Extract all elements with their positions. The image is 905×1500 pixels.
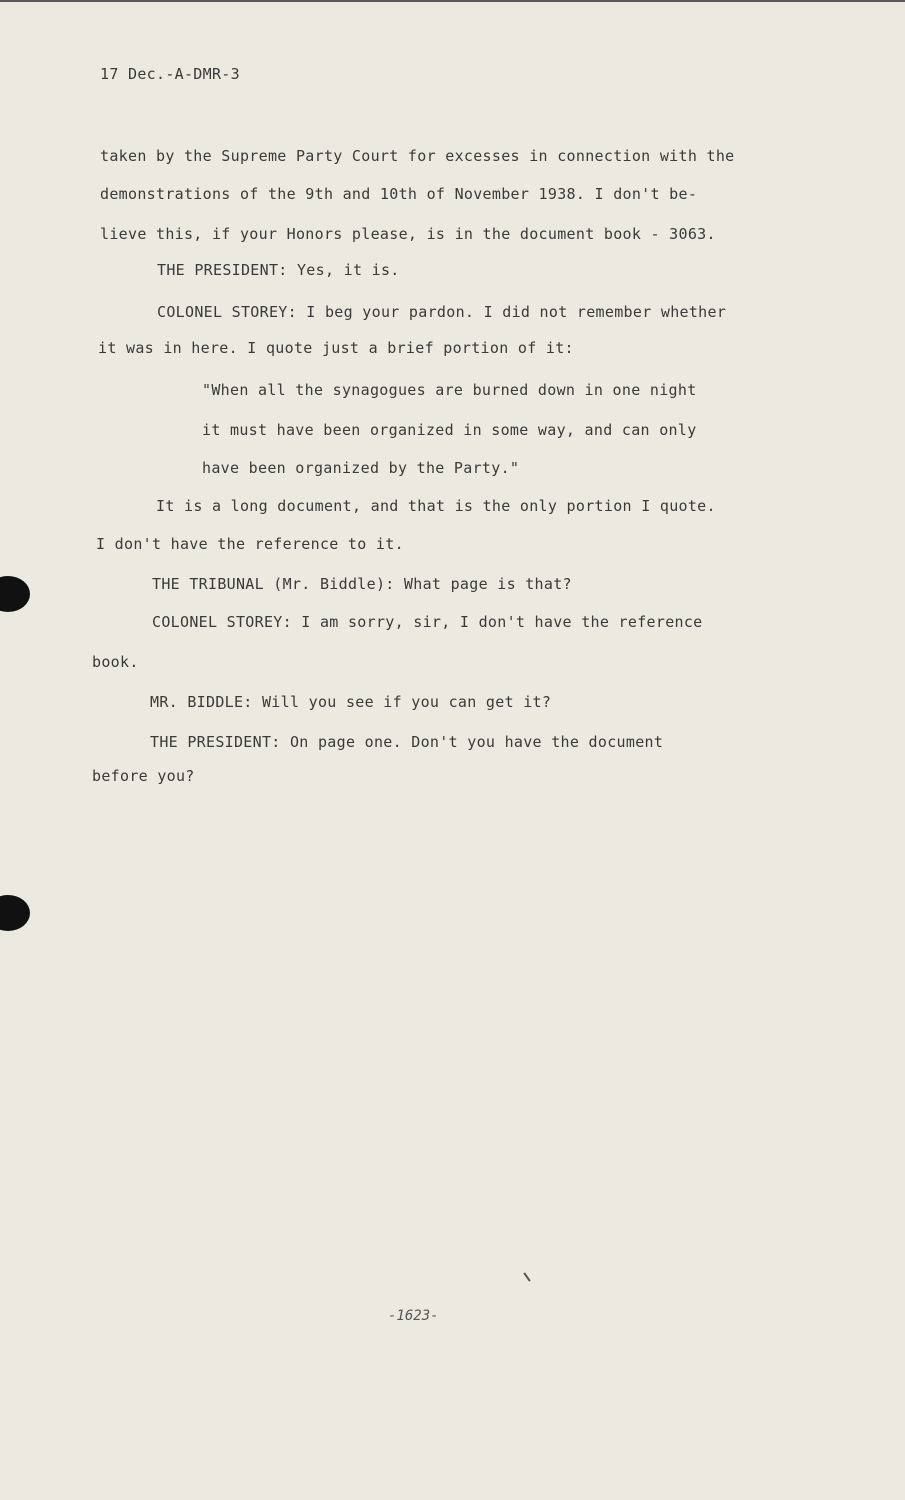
quote-line-1: "When all the synagogues are burned down in one night [202, 381, 697, 399]
stray-pen-mark [523, 1272, 530, 1281]
body-line-9: THE TRIBUNAL (Mr. Biddle): What page is that? [152, 575, 572, 593]
body-line-10: COLONEL STOREY: I am sorry, sir, I don't have the reference [152, 613, 703, 631]
quote-line-3: have been organized by the Party." [202, 459, 520, 477]
body-line-3: lieve this, if your Honors please, is in the document book - 3063. [100, 225, 716, 243]
body-line-14: before you? [92, 767, 195, 785]
body-line-1: taken by the Supreme Party Court for excesses in connection with the [100, 147, 735, 165]
body-line-11: book. [92, 653, 139, 671]
body-line-2: demonstrations of the 9th and 10th of November 1938. I don't be- [100, 185, 698, 203]
body-line-8: I don't have the reference to it. [96, 535, 404, 553]
body-line-4: THE PRESIDENT: Yes, it is. [157, 261, 400, 279]
body-line-12: MR. BIDDLE: Will you see if you can get it? [150, 693, 552, 711]
quote-line-2: it must have been organized in some way, and can only [202, 421, 697, 439]
body-line-5: COLONEL STOREY: I beg your pardon. I did not remember whether [157, 303, 727, 321]
header-reference: 17 Dec.-A-DMR-3 [100, 65, 240, 83]
page-top-edge [0, 0, 905, 2]
punch-hole-top [0, 576, 30, 612]
body-line-13: THE PRESIDENT: On page one. Don't you have the document [150, 733, 664, 751]
punch-hole-bottom [0, 895, 30, 931]
body-line-7: It is a long document, and that is the only portion I quote. [156, 497, 716, 515]
body-line-6: it was in here. I quote just a brief portion of it: [98, 339, 574, 357]
page-number: -1623- [388, 1308, 439, 1324]
